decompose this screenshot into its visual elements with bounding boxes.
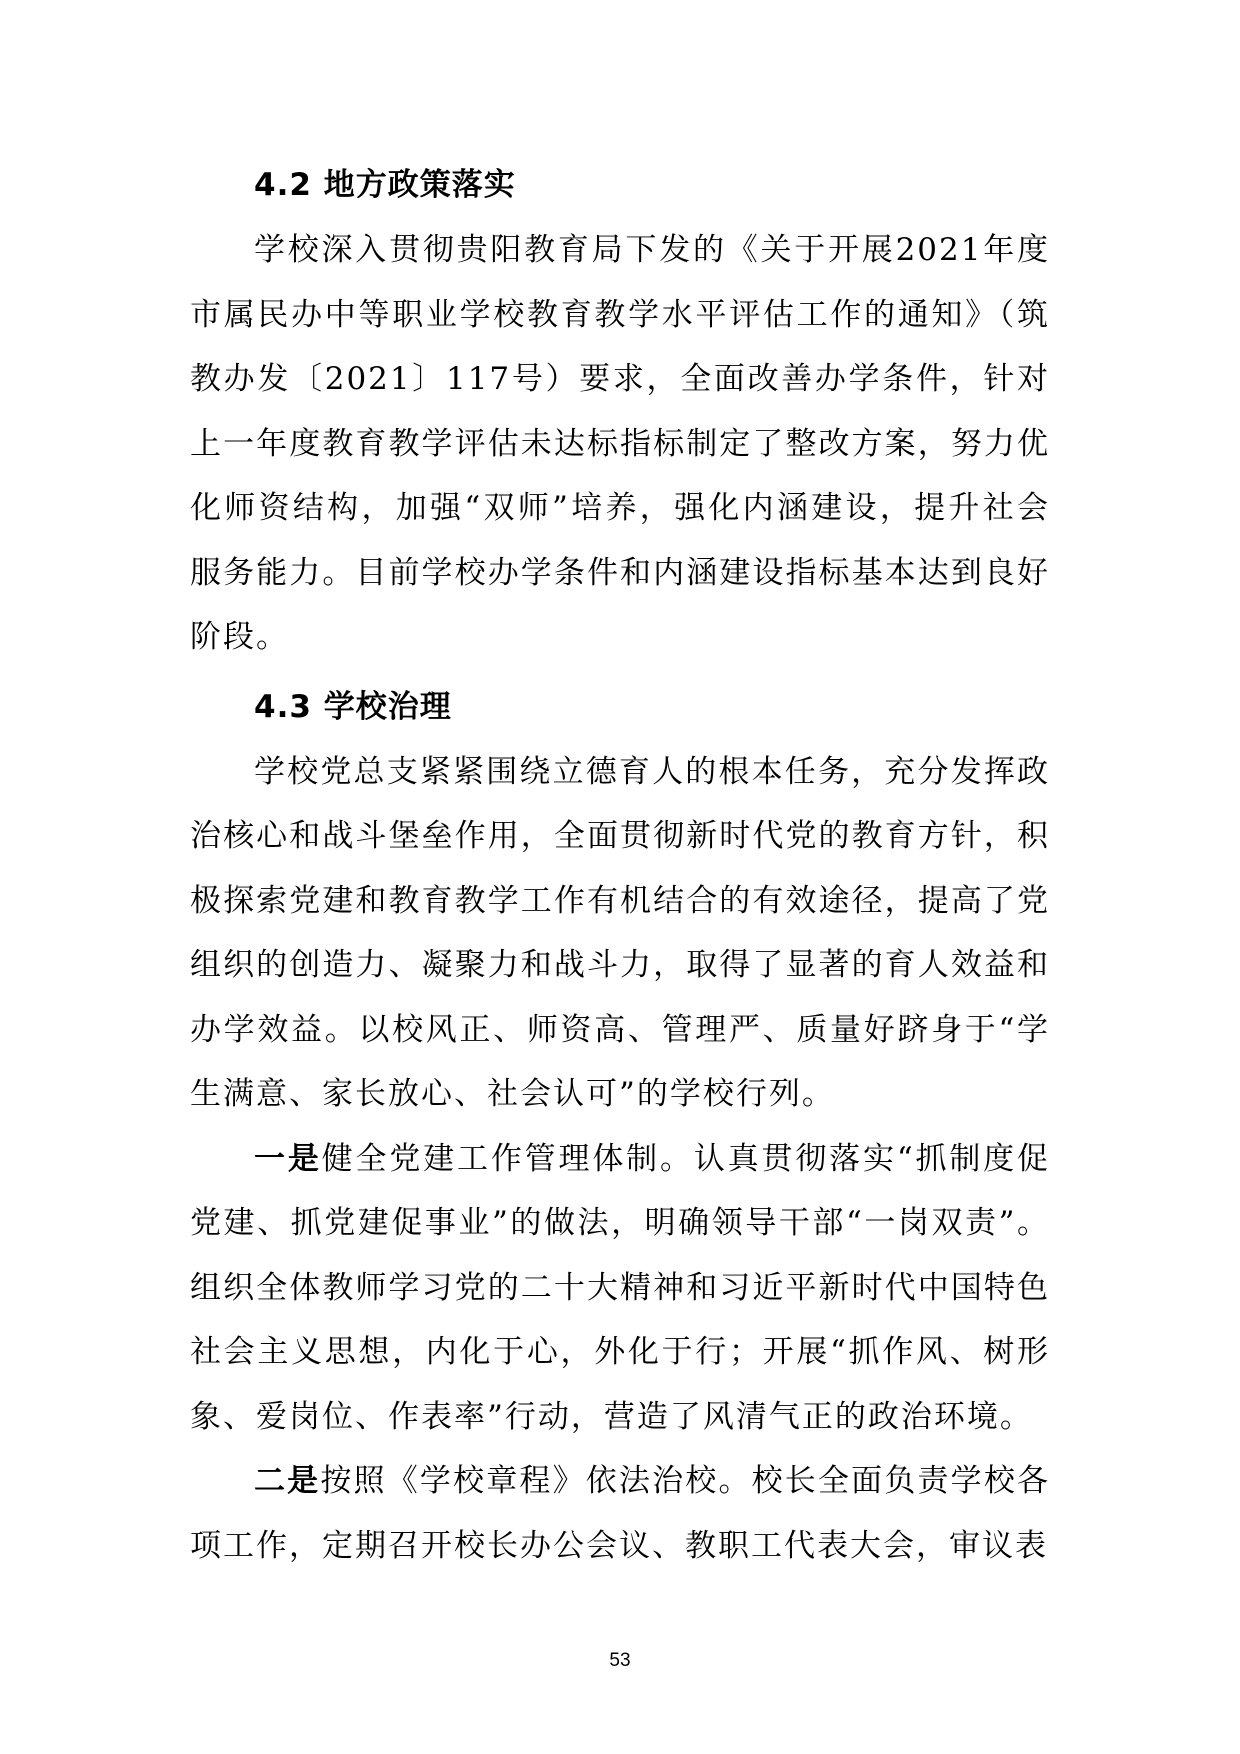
paragraph-point-2 (190, 1449, 1050, 1578)
section-heading-4-2: 4.2 地方政策落实 (254, 167, 516, 203)
page-number: 53 (609, 1650, 631, 1671)
paragraph-governance-intro: 学校党总支紧紧围绕立德育人的根本任务，充分发挥政治核心和战斗堡垒作用，全面贯彻新时代党的教育方针，积极探索党建和教育教学工作有机结合的有效途径，提高了党组织的创造力、凝聚力和战斗力，取得了显著的育人效益和办学效益。以校风正、师资高、管理严、质量好跻身于“学生满意、家长放心、社会认可”的学校行列。 (190, 753, 1050, 1112)
point-1-lead: 一是 (254, 1140, 322, 1177)
paragraph-point-1 (190, 1127, 1050, 1450)
point-2-text: 按照《学校章程》依法治校。校长全面负责学校各项工作，定期召开校长办公会议、教职工代表大会，审议表 (190, 1463, 1051, 1564)
point-1-text: 健全党建工作管理体制。认真贯彻落实“抓制度促党建、抓党建促事业”的做法，明确领导干部“一岗双责”。组织全体教师学习党的二十大精神和习近平新时代中国特色社会主义思想，内化于心，外化于行；开展“抓作风、树形象、爱岗位、作表率”行动，营造了风清气正的政治环境。 (190, 1140, 1050, 1435)
paragraph-local-policy: 学校深入贯彻贵阳教育局下发的《关于开展2021年度市属民办中等职业学校教育教学水平评估工作的通知》（筑教办发〔2021〕117号）要求，全面改善办学条件，针对上一年度教育教学评估未达标指标制定了整改方案，努力优化师资结构，加强“双师”培养，强化内涵建设，提升社会服务能力。目前学校办学条件和内涵建设指标基本达到良好阶段。 (190, 232, 1050, 655)
page-content (190, 152, 1050, 1578)
section-heading-4-3: 4.3 学校治理 (254, 688, 452, 725)
point-2-lead: 二是 (254, 1463, 321, 1499)
